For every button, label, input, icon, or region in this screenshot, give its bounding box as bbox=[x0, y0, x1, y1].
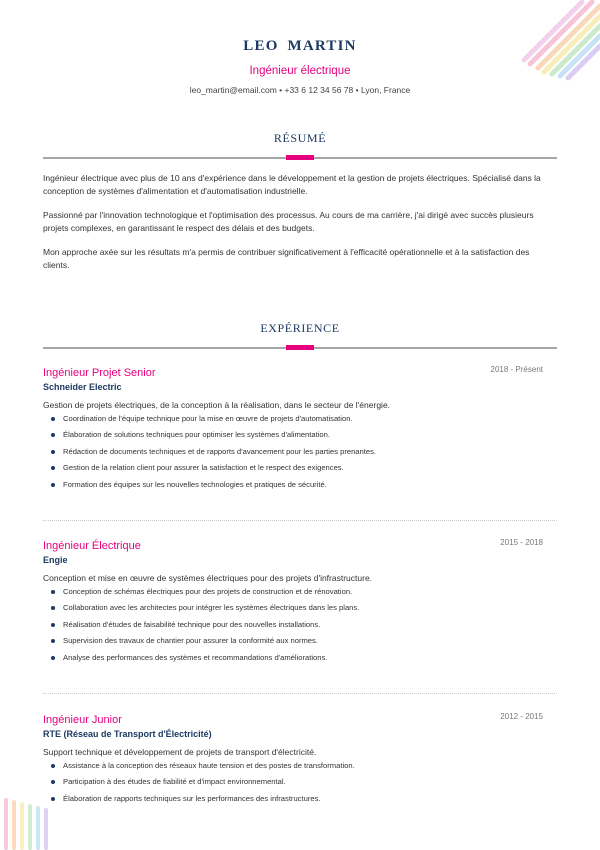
job-dates: 2015 - 2018 bbox=[500, 538, 543, 547]
bullet-dot-icon bbox=[51, 466, 55, 470]
section-rule bbox=[43, 347, 557, 349]
summary-heading: RÉSUMÉ bbox=[273, 131, 327, 145]
list-item bbox=[51, 652, 543, 663]
summary-paragraph: Ingénieur électrique avec plus de 10 ans d'expérience dans le développement et la gestion de projets électriques. Spécialisé dans la conception de systèmes d'alimentation et d'automatisation industrielle. bbox=[43, 173, 541, 196]
list-item bbox=[51, 479, 543, 490]
experience-entry bbox=[43, 363, 543, 495]
bullet-text: Supervision des travaux de chantier pour assurer la conformité aux normes. bbox=[63, 636, 318, 646]
job-description: Gestion de projets électriques, de la conception à la réalisation, dans le secteur de l'énergie. bbox=[43, 400, 391, 410]
job-role: Ingénieur Projet Senior bbox=[43, 367, 156, 379]
bullet-text: Coordination de l'équipe technique pour la mise en œuvre de projets d'automatisation. bbox=[63, 414, 353, 423]
list-item bbox=[51, 462, 543, 473]
bullet-text: Formation des équipes sur les nouvelles technologies et pratiques de sécurité. bbox=[63, 479, 327, 489]
summary-text bbox=[43, 172, 557, 283]
job-description: Conception et mise en œuvre de systèmes électriques pour des projets d'infrastructure. bbox=[43, 573, 373, 583]
experience-heading: EXPÉRIENCE bbox=[260, 321, 340, 335]
list-item bbox=[51, 760, 543, 771]
list-item bbox=[51, 586, 543, 597]
list-item bbox=[51, 619, 543, 630]
bullet-text: Participation à des études de fiabilité et d'impact environnemental. bbox=[63, 777, 286, 787]
experience-entry bbox=[43, 536, 543, 668]
company-name: RTE (Réseau de Transport d'Électricité) bbox=[43, 729, 212, 739]
rule-accent bbox=[286, 155, 314, 160]
resume-header bbox=[0, 38, 600, 95]
contact-line: leo_martin@email.com • +33 6 12 34 56 78 • Lyon, France bbox=[189, 85, 411, 95]
job-bullets bbox=[51, 413, 543, 490]
bullet-text: Rédaction de documents techniques et de rapports d'avancement pour les parties prenantes. bbox=[63, 446, 376, 456]
bullet-dot-icon bbox=[51, 483, 55, 487]
bullet-dot-icon bbox=[51, 606, 55, 610]
job-description: Support technique et développement de projets de transport d'électricité. bbox=[43, 747, 317, 757]
bullet-dot-icon bbox=[51, 764, 55, 768]
bullet-text: Élaboration de rapports techniques sur les performances des infrastructures. bbox=[63, 793, 321, 803]
bullet-dot-icon bbox=[51, 797, 55, 801]
list-item bbox=[51, 602, 543, 613]
bullet-text: Collaboration avec les architectes pour intégrer les systèmes électriques dans les plans. bbox=[63, 603, 360, 613]
bullet-dot-icon bbox=[51, 780, 55, 784]
list-item bbox=[51, 446, 543, 457]
list-item bbox=[51, 793, 543, 804]
bullet-text: Conception de schémas électriques pour des projets de construction et de rénovation. bbox=[63, 587, 353, 596]
bullet-dot-icon bbox=[51, 433, 55, 437]
bullet-dot-icon bbox=[51, 656, 55, 660]
list-item bbox=[51, 635, 543, 646]
bullet-dot-icon bbox=[51, 450, 55, 454]
bullet-text: Gestion de la relation client pour assurer la satisfaction et le respect des exigences. bbox=[63, 463, 344, 473]
candidate-title: Ingénieur électrique bbox=[249, 65, 351, 77]
list-item bbox=[51, 776, 543, 787]
experience-section-header bbox=[43, 321, 557, 349]
job-dates: 2018 - Présent bbox=[490, 365, 543, 374]
bullet-text: Assistance à la conception des réseaux haute tension et des postes de transformation. bbox=[63, 761, 355, 770]
company-name: Schneider Electric bbox=[43, 382, 122, 392]
job-bullets bbox=[51, 760, 543, 804]
entry-divider bbox=[43, 693, 557, 694]
bullet-text: Réalisation d'études de faisabilité technique pour des nouvelles installations. bbox=[63, 619, 321, 629]
list-item bbox=[51, 413, 543, 424]
job-role: Ingénieur Électrique bbox=[43, 540, 141, 552]
company-name: Engie bbox=[43, 555, 68, 565]
section-rule bbox=[43, 157, 557, 159]
bullet-text: Analyse des performances des systèmes et recommandations d'améliorations. bbox=[63, 652, 328, 662]
job-role: Ingénieur Junior bbox=[43, 714, 122, 726]
bullet-dot-icon bbox=[51, 639, 55, 643]
experience-entry bbox=[43, 710, 543, 809]
entry-divider bbox=[43, 520, 557, 521]
summary-paragraph: Mon approche axée sur les résultats m'a permis de contribuer significativement à l'efficacité opérationnelle et à la satisfaction des clients. bbox=[43, 247, 530, 270]
bullet-dot-icon bbox=[51, 590, 55, 594]
job-bullets bbox=[51, 586, 543, 663]
list-item bbox=[51, 429, 543, 440]
summary-paragraph: Passionné par l'innovation technologique et l'optimisation des processus. Au cours de ma carrière, j'ai dirigé avec succès plusieurs projets complexes, en garantissant le respect des délais et des budgets. bbox=[43, 210, 534, 233]
job-dates: 2012 - 2015 bbox=[500, 712, 543, 721]
bullet-dot-icon bbox=[51, 417, 55, 421]
bullet-dot-icon bbox=[51, 623, 55, 627]
candidate-name: LEO MARTIN bbox=[243, 38, 357, 54]
summary-section-header bbox=[43, 131, 557, 159]
rule-accent bbox=[286, 345, 314, 350]
bullet-text: Élaboration de solutions techniques pour optimiser les systèmes d'alimentation. bbox=[63, 430, 330, 440]
